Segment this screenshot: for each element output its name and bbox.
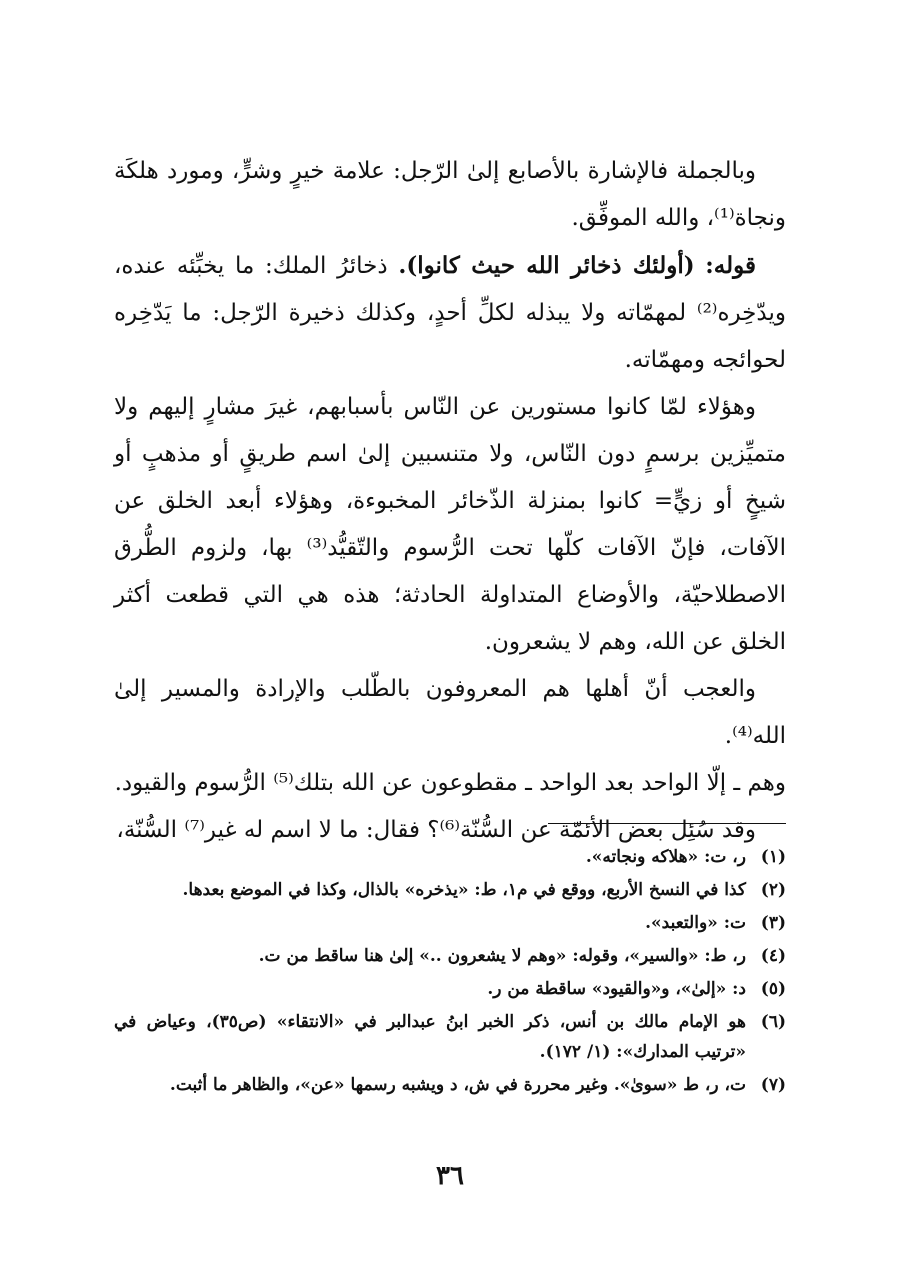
footnote-number: (٤) bbox=[760, 946, 786, 966]
main-text bbox=[114, 148, 786, 854]
paragraph-2-label: قوله: bbox=[705, 252, 757, 279]
footnote-text: كذا في النسخ الأربع، ووقع في م١، ط: «يذخره» بالذال، وكذا في الموضع بعدها. bbox=[182, 880, 746, 900]
paragraph-2 bbox=[114, 242, 786, 384]
footnote-2 bbox=[114, 875, 786, 905]
paragraph-5: وهم ـ إلّا الواحد بعد الواحد ـ مقطوعون عن الله بتلك⁽⁵⁾ الرُّسوم والقيود. bbox=[114, 770, 786, 796]
footnote-5 bbox=[114, 974, 786, 1004]
footnote-number: (٥) bbox=[760, 979, 786, 999]
paragraph-6: وقد سُئِل بعض الأئمّة عن السُّنّة⁽⁶⁾؟ فقال: ما لا اسم له غير⁽⁷⁾ السُّنّة، bbox=[116, 817, 756, 843]
footnote-text: ت: «والتعبد». bbox=[645, 913, 746, 933]
paragraph-2-rest: ذخائرُ الملك: ما يخبِّئه عنده، ويدّخِره⁽²⁾ لمهمّاته ولا يبذله لكلِّ أحدٍ، وكذلك ذخيرة الرّجل: ما يَدّخِره لحوائجه ومهمّاته. bbox=[114, 253, 786, 373]
paragraph-3: وهؤلاء لمّا كانوا مستورين عن النّاس بأسبابهم، غيرَ مشارٍ إليهم ولا متميِّزين برسمٍ دون النّاس، ولا متنسبين إلىٰ اسم طريقٍ أو مذهبٍ أو شيخٍ أو زيٍّ= كانوا بمنزلة الذّخائر المخبوءة، وهؤلاء أبعد الخلق عن الآفات، فإنّ الآفات كلّها تحت الرُّسوم والتّقيُّد⁽³⁾ بها، ولزوم الطُّرق الاصطلاحيّة، والأوضاع المتداولة الحادثة؛ هذه هي التي قطعت أكثر الخلق عن الله، وهم لا يشعرون. bbox=[114, 394, 786, 655]
footnote-number: (١) bbox=[760, 847, 786, 867]
footnote-text: ر، ت: «هلاكه ونجاته». bbox=[585, 847, 746, 867]
footnote-number: (٢) bbox=[760, 880, 786, 900]
footnotes bbox=[114, 842, 786, 1103]
paragraph-1: وبالجملة فالإشارة بالأصابع إلىٰ الرّجل: علامة خيرٍ وشرٍّ، ومورد هلكَة ونجاة⁽¹⁾، والله الموفِّق. bbox=[114, 158, 786, 231]
footnote-6 bbox=[114, 1007, 786, 1067]
footnote-3 bbox=[114, 908, 786, 938]
book-page bbox=[114, 148, 786, 1238]
footnote-text: د: «إلىٰ»، و«والقيود» ساقطة من ر. bbox=[487, 979, 746, 999]
footnote-text: ت، ر، ط «سوىٰ». وغير محررة في ش، د ويشبه رسمها «عن»، والظاهر ما أثبت. bbox=[169, 1075, 746, 1095]
footnote-number: (٧) bbox=[760, 1075, 786, 1095]
footnote-divider bbox=[548, 823, 786, 824]
footnote-number: (٦) bbox=[760, 1012, 786, 1032]
paragraph-4: والعجب أنّ أهلها هم المعروفون بالطّلب والإرادة والمسير إلىٰ الله⁽⁴⁾. bbox=[114, 676, 786, 749]
page-number: ٣٦ bbox=[436, 1161, 464, 1191]
footnote-7 bbox=[114, 1070, 786, 1100]
footnote-text: هو الإمام مالك بن أنس، ذكر الخبر ابنُ عبدالبر في «الانتقاء» (ص٣٥)، وعياض في «ترتيب المدارك»: (١/ ١٧٢). bbox=[114, 1012, 746, 1062]
footnote-1 bbox=[114, 842, 786, 872]
footnote-4 bbox=[114, 941, 786, 971]
footnote-number: (٣) bbox=[760, 913, 786, 933]
footnote-text: ر، ط: «والسير»، وقوله: «وهم لا يشعرون ..» إلىٰ هنا ساقط من ت. bbox=[258, 946, 746, 966]
paragraph-2-quote: (أولئك ذخائر الله حيث كانوا). bbox=[398, 252, 695, 279]
